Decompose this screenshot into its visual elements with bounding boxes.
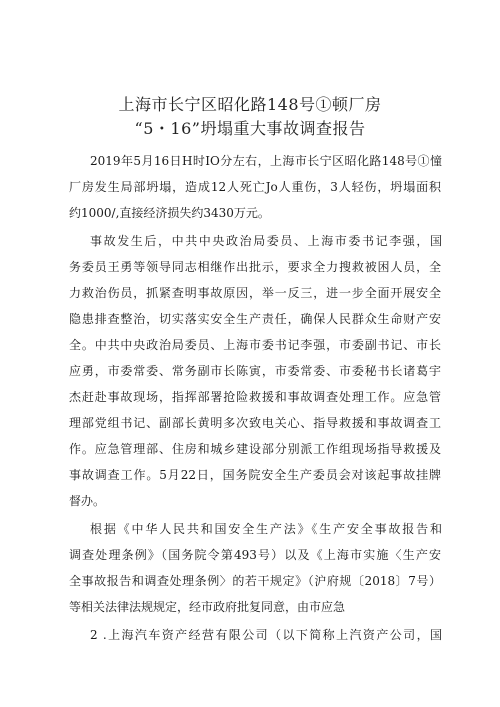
paragraph-2-line-9: 作。应急管理部、住房和城乡建设部分别派工作组现场指导救援及 xyxy=(69,442,441,456)
paragraph-2-line-1: 事故发生后，中共中央政治局委员、上海市委书记李强，国 xyxy=(90,234,442,248)
paragraph-3-line-4: 等相关法律法规规定，经市政府批复同意，由市应急 xyxy=(69,600,346,614)
paragraph-2-line-6: 应勇，市委常委、常务副市长陈寅，市委常委、市委秘书长诸葛宇 xyxy=(69,364,441,378)
paragraph-2-line-11: 督办。 xyxy=(69,494,106,508)
report-title-line-2: “5・16”坍塌重大事故调查报告 xyxy=(134,119,366,138)
paragraph-2-line-4: 隐患排查整治，切实落实安全生产责任，确保人民群众生命财产安 xyxy=(69,312,441,326)
paragraph-2-line-8: 理部党组书记、副部长黄明多次致电关心、指导救援和事故调查工 xyxy=(69,416,441,430)
paragraph-1-line-1: 2019年5月16日H时IO分左右，上海市长宁区昭化路148号①憧 xyxy=(90,154,442,168)
paragraph-2-line-2: 务委员王勇等领导同志相继作出批示，要求全力搜救被困人员，全 xyxy=(69,260,441,274)
paragraph-3-line-3: 全事故报告和调查处理条例〉的若干规定》（沪府规〔2018〕7号） xyxy=(69,574,441,588)
paragraph-1-line-2: 厂房发生局部坍塌，造成12人死亡Jo人重伤，3人轻伤，坍塌面积 xyxy=(69,180,441,194)
paragraph-1-line-3: 约1000/,直接经济损失约3430万元。 xyxy=(69,206,270,220)
paragraph-4-line-1: 2 .上海汽车资产经营有限公司（以下简称上汽资产公司，国 xyxy=(90,628,442,642)
paragraph-2-line-10: 事故调查工作。5月22日，国务院安全生产委员会对该起事故挂牌 xyxy=(69,468,441,482)
paragraph-2-line-3: 力救治伤员，抓紧查明事故原因，举一反三，进一步全面开展安全 xyxy=(69,286,441,300)
paragraph-3-line-2: 调查处理条例》（国务院令第493号）以及《上海市实施〈生产安 xyxy=(69,548,441,562)
report-title-line-1: 上海市长宁区昭化路148号①顿厂房 xyxy=(118,95,382,114)
paragraph-3-line-1: 根据《中华人民共和国安全生产法》《生产安全事故报告和 xyxy=(90,522,442,536)
paragraph-2-line-5: 全。中共中央政治局委员、上海市委书记李强，市委副书记、市长 xyxy=(69,338,441,352)
paragraph-2-line-7: 杰赶赴事故现场，指挥部署抢险救援和事故调查处理工作。应急管 xyxy=(69,390,441,404)
